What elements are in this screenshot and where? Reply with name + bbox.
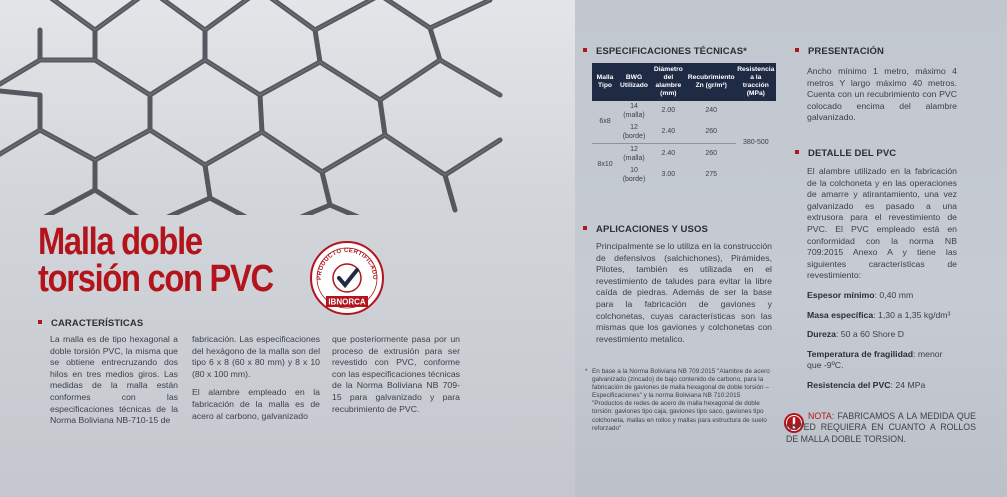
cell-tipo: 6x8 (592, 101, 618, 144)
header-recubrimiento: Recubrimiento Zn (gr/m²) (687, 63, 736, 101)
cell-diametro: 2.40 (650, 122, 687, 144)
wire-mesh-image (0, 0, 575, 215)
cell-diametro: 3.00 (661, 171, 676, 179)
detalle-item-masa: Masa específica: 1,30 a 1,35 kg/dm³ (807, 309, 951, 320)
header-bwg: BWG Utilizado (618, 63, 650, 101)
footnote (585, 368, 773, 433)
caracteristicas-col-2: fabricación. Las especificaciones del hexágono de la malla son del tipo 6 x 8 (60 x 80 mm) y 8 x 10 (80 x 100 mm). El alambre empleado en la fabricación de la malla es de acero al carbono, galvanizado (192, 334, 320, 421)
seal-top-text: PRODUCTO CERTIFICADO (316, 247, 378, 281)
especificaciones-heading: ESPECIFICACIONES TÉCNICAS* (583, 46, 747, 57)
title-line-2: torsión con PVC (38, 258, 273, 300)
footnote-marker: * (585, 368, 588, 375)
aplicaciones-heading: APLICACIONES Y USOS (583, 224, 708, 235)
detalle-item-resistencia: Resistencia del PVC: 24 MPa (807, 379, 926, 390)
specs-table (592, 63, 776, 186)
cell-diametro: 2.40 (661, 150, 676, 158)
detalle-item-dureza: Dureza: 50 a 60 Shore D (807, 329, 905, 340)
cell-tipo: 8x10 (597, 160, 613, 168)
detalle-text: El alambre utilizado en la fabricación de la colchoneta y en las operaciones de amarre y atirantamiento, una vez galvanizado es pasado a una extrusora para el revestimiento de PVC. El PVC empleado está en conformidad con la norma NB 709:2015 Anexo A y tiene las siguientes características de revestimiento: Espesor mínimo: 0,40 mm Masa específica: 1,30 a 1,35 kg/dm³ Dureza: 50 a 60 Shore D Temperatura de fragilidad: menor que -9ºC. Resistencia del PVC: 24 MPa (807, 166, 957, 390)
table-row (592, 101, 776, 122)
cell-diametro: 2.00 (661, 107, 676, 115)
bullet-square-icon (795, 150, 799, 154)
cell-bwg: 12 (malla) (623, 146, 645, 162)
bullet-square-icon (583, 226, 587, 230)
cell-bwg: 12 (borde) (618, 122, 650, 144)
detalle-item-temperatura: Temperatura de fragilidad: menor que -9ºC. (807, 348, 943, 371)
cell-zn: 275 (705, 171, 718, 179)
nota-text: FABRICAMOS A LA MEDIDA QUE USTED REQUIERA EN CUANTO A ROLLOS DE MALLA DOBLE TORSION. (786, 411, 976, 444)
cell-zn: 260 (687, 122, 736, 144)
cell-zn: 260 (705, 150, 718, 158)
header-diametro: Diámetro del alambre (mm) (650, 63, 687, 101)
bullet-square-icon (38, 320, 42, 324)
page-title (38, 221, 273, 300)
detalle-heading: DETALLE DEL PVC (795, 148, 896, 159)
cell-resistencia: 380-500 (742, 139, 769, 147)
bullet-square-icon (795, 48, 799, 52)
cell-zn: 240 (705, 107, 718, 115)
presentacion-text: Ancho mínimo 1 metro, máximo 4 metros Y largo máximo 40 metros. Cuenta con un recubrimiento con PVC colocado encima del alambre galvanizado. (807, 66, 957, 123)
caracteristicas-heading: CARACTERÍSTICAS (38, 318, 143, 329)
bullet-square-icon (583, 48, 587, 52)
caracteristicas-col-1: La malla es de tipo hexagonal a doble torsión PVC, la misma que se obtiene entrecruzando dos hilos en tres medios giros. Las medidas de la malla están conformes con las especificaciones técnicas de la Norma Boliviana NB-710-15 de (50, 334, 178, 426)
header-malla-tipo: Malla Tipo (592, 63, 618, 101)
seal-bottom-text: IBNORCA (328, 297, 366, 307)
nota (786, 411, 976, 445)
footnote-text: En base a la Norma Boliviana NB 709:2015 "Alambre de acero galvanizado (zincado) de bajo contenido de carbono, para la fabricación de gaviones de malla hexagonal de doble torsión – Especificaciones" y la norma Boliviana NB 710:2015 "Productos de redes de acero de malla hexagonal de doble torsión: gaviones tipo caja, gaviones tipo saco, gaviones tipo colchoneta, mallas en rollos y mallas para estructura de suelo reforzado" (592, 368, 770, 432)
nota-label: NOTA: (808, 411, 835, 421)
detalle-item-espesor: Espesor mínimo: 0,40 mm (807, 289, 914, 300)
cell-bwg: 10 (borde) (622, 167, 646, 183)
title-line-1: Malla doble (38, 221, 202, 263)
specs-table-header (592, 63, 776, 101)
caracteristicas-col-3: que posteriormente pasa por un proceso de extrusión para ser revestido con PVC, conforme con las especificaciones técnicas de la Norma Boliviana NB 709-15 para galvanizado y para recubrimiento de PVC. (332, 334, 460, 414)
aplicaciones-text: Principalmente se lo utiliza en la construcción de defensivos (salchichones), Pirámides, Pilotes, también es utilizada en el revestimiento de taludes para evitar la libre caída de piedras. Además de ser la base para la fabricación de gaviones y colchonetas, cuyas características son las mismas que los gaviones y colchonetas con revestimiento metalico. (596, 241, 772, 344)
cell-bwg: 14 (malla) (623, 103, 645, 119)
header-resistencia: Resistencia a la tracción (MPa) (736, 63, 776, 101)
certification-seal-icon (309, 240, 385, 316)
presentacion-heading: PRESENTACIÓN (795, 46, 884, 57)
